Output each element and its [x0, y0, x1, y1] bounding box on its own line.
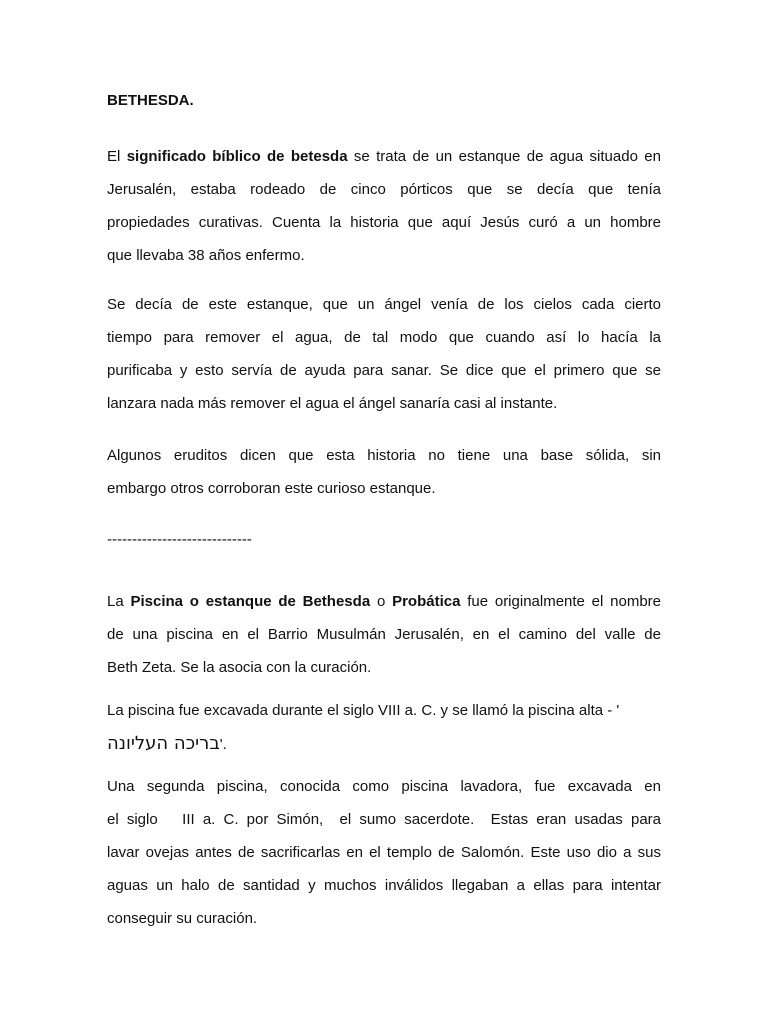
- paragraph-line: purificaba y esto servía de ayuda para sanar. Se dice que el primero que se: [107, 362, 661, 379]
- bold-term: Probática: [392, 593, 461, 610]
- paragraph-line: de una piscina en el Barrio Musulmán Jerusalén, en el camino del valle de: [107, 626, 661, 643]
- paragraph-line: el siglo III a. C. por Simón, el sumo sacerdote. Estas eran usadas para: [107, 811, 661, 828]
- paragraph-line: [107, 140, 661, 173]
- paragraph-line: Beth Zeta. Se la asocia con la curación.: [107, 659, 372, 676]
- paragraph-line: [107, 727, 661, 760]
- bold-term: Piscina o estanque de Bethesda: [130, 593, 371, 610]
- paragraph-pool: [107, 585, 661, 684]
- hebrew-text: בריכה העליונה: [107, 733, 220, 754]
- paragraph-line: Jerusalén, estaba rodeado de cinco pórticos que se decía que tenía: [107, 181, 661, 198]
- paragraph-line: tiempo para remover el agua, de tal modo que cuando así lo hacía la: [107, 329, 661, 346]
- paragraph-second-pool: [107, 770, 661, 935]
- paragraph-line: lanzara nada más remover el agua el ángel sanaría casi al instante.: [107, 395, 558, 412]
- text-run: o: [370, 593, 393, 610]
- paragraph-line: embargo otros corroboran este curioso estanque.: [107, 480, 436, 497]
- paragraph-line: aguas un halo de santidad y muchos inválidos llegaban a ellas para intentar: [107, 877, 661, 894]
- bold-term: significado bíblico de betesda: [126, 148, 348, 165]
- text-run: se trata de un estanque de agua situado en: [347, 148, 661, 165]
- paragraph-scholars: [107, 439, 661, 505]
- text-run: La: [107, 593, 131, 610]
- paragraph-line: conseguir su curación.: [107, 910, 258, 927]
- paragraph-line: [107, 585, 661, 618]
- paragraph-line: Algunos eruditos dicen que esta historia no tiene una base sólida, sin: [107, 447, 661, 464]
- text-run: El: [107, 148, 127, 165]
- paragraph-line: lavar ovejas antes de sacrificarlas en el templo de Salomón. Este uso dio a sus: [107, 844, 661, 861]
- paragraph-line: La piscina fue excavada durante el siglo VIII a. C. y se llamó la piscina alta - ': [107, 702, 620, 719]
- text-run: fue originalmente el nombre: [460, 593, 661, 610]
- paragraph-meaning: [107, 140, 661, 272]
- text-run: '.: [219, 736, 227, 753]
- paragraph-line: Se decía de este estanque, que un ángel venía de los cielos cada cierto: [107, 296, 661, 313]
- paragraph-line: que llevaba 38 años enfermo.: [107, 247, 305, 264]
- paragraph-line: propiedades curativas. Cuenta la historia que aquí Jesús curó a un hombre: [107, 214, 661, 231]
- document-title: BETHESDA.: [107, 92, 194, 109]
- separator-line: -----------------------------: [107, 531, 252, 548]
- paragraph-angel: [107, 288, 661, 420]
- paragraph-excavation: [107, 694, 661, 760]
- paragraph-line: Una segunda piscina, conocida como piscina lavadora, fue excavada en: [107, 778, 661, 795]
